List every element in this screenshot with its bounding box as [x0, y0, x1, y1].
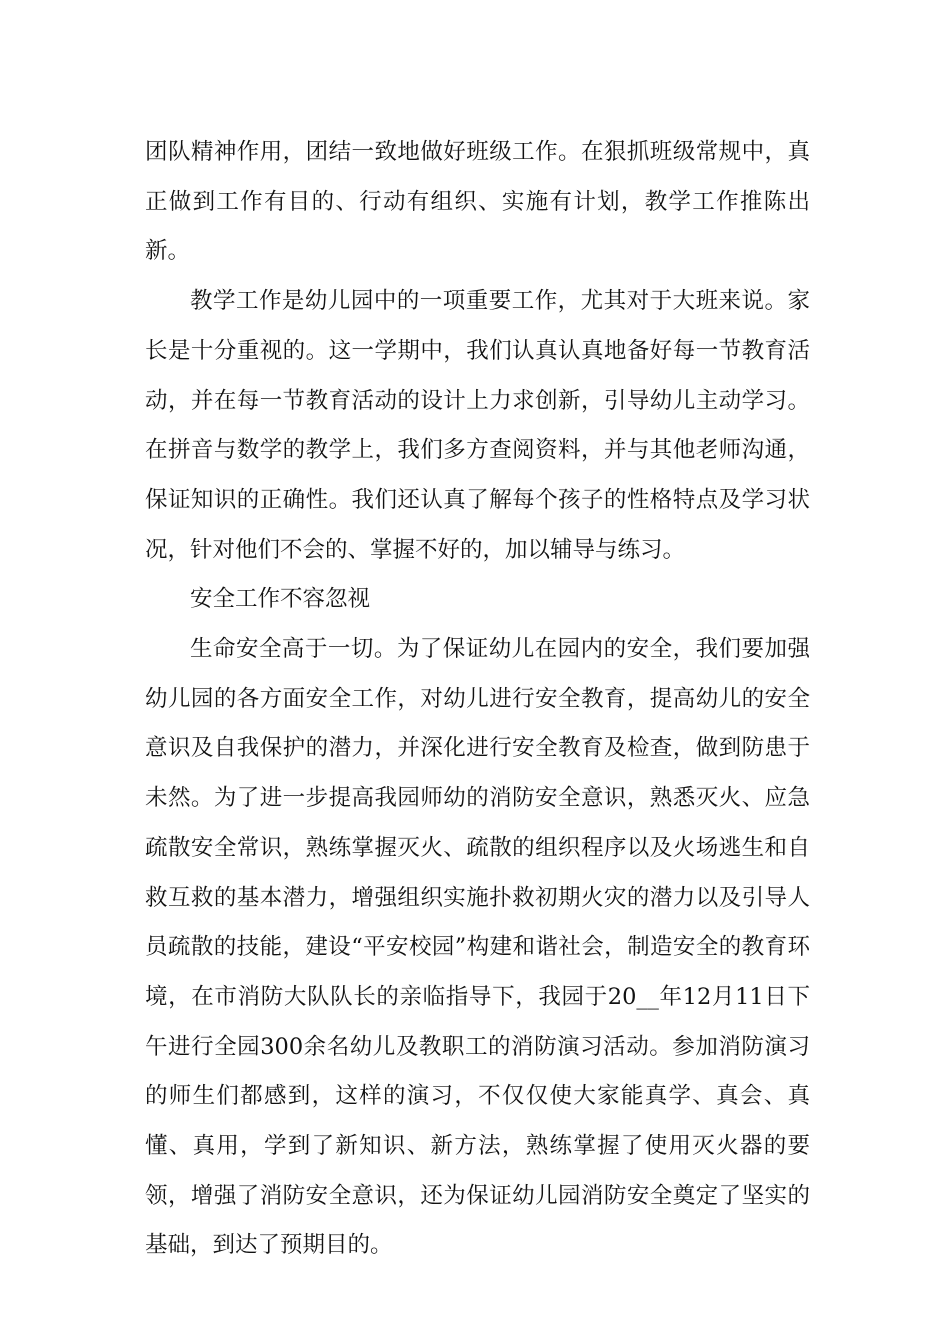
- paragraph-teaching-work: 教学工作是幼儿园中的一项重要工作，尤其对于大班来说。家长是十分重视的。这一学期中，我们认真认真地备好每一节教育活动，并在每一节教育活动的设计上力求创新，引导幼儿主动学习。在拼音与数学的教学上，我们多方查阅资料，并与其他老师沟通，保证知识的正确性。我们还认真了解每个孩子的性格特点及学习状况，针对他们不会的、掌握不好的，加以辅导与练习。: [145, 288, 810, 563]
- paragraph-continued-teamwork: 团队精神作用，团结一致地做好班级工作。在狠抓班级常规中，真正做到工作有目的、行动有组织、实施有计划，教学工作推陈出新。: [145, 139, 810, 265]
- section-heading-safety: 安全工作不容忽视: [190, 586, 371, 613]
- paragraph-safety-fire-drill: 生命安全高于一切。为了保证幼儿在园内的安全，我们要加强幼儿园的各方面安全工作，对幼儿进行安全教育，提高幼儿的安全意识及自我保护的潜力，并深化进行安全教育及检查，做到防患于未然。为了进一步提高我园师幼的消防安全意识，熟悉灭火、应急疏散安全常识，熟练掌握灭火、疏散的组织程序以及火场逃生和自救互救的基本潜力，增强组织实施扑救初期火灾的潜力以及引导人员疏散的技能，建设“平安校园”构建和谐社会，制造安全的教育环境，在市消防大队队长的亲临指导下，我园于20__年12月11日下午进行全园300余名幼儿及教职工的消防演习活动。参加消防演习的师生们都感到，这样的演习，不仅仅使大家能真学、真会、真懂、真用，学到了新知识、新方法，熟练掌握了使用灭火器的要领，增强了消防安全意识，还为保证幼儿园消防安全奠定了坚实的基础，到达了预期目的。: [145, 636, 810, 1259]
- document-body: [145, 128, 810, 1271]
